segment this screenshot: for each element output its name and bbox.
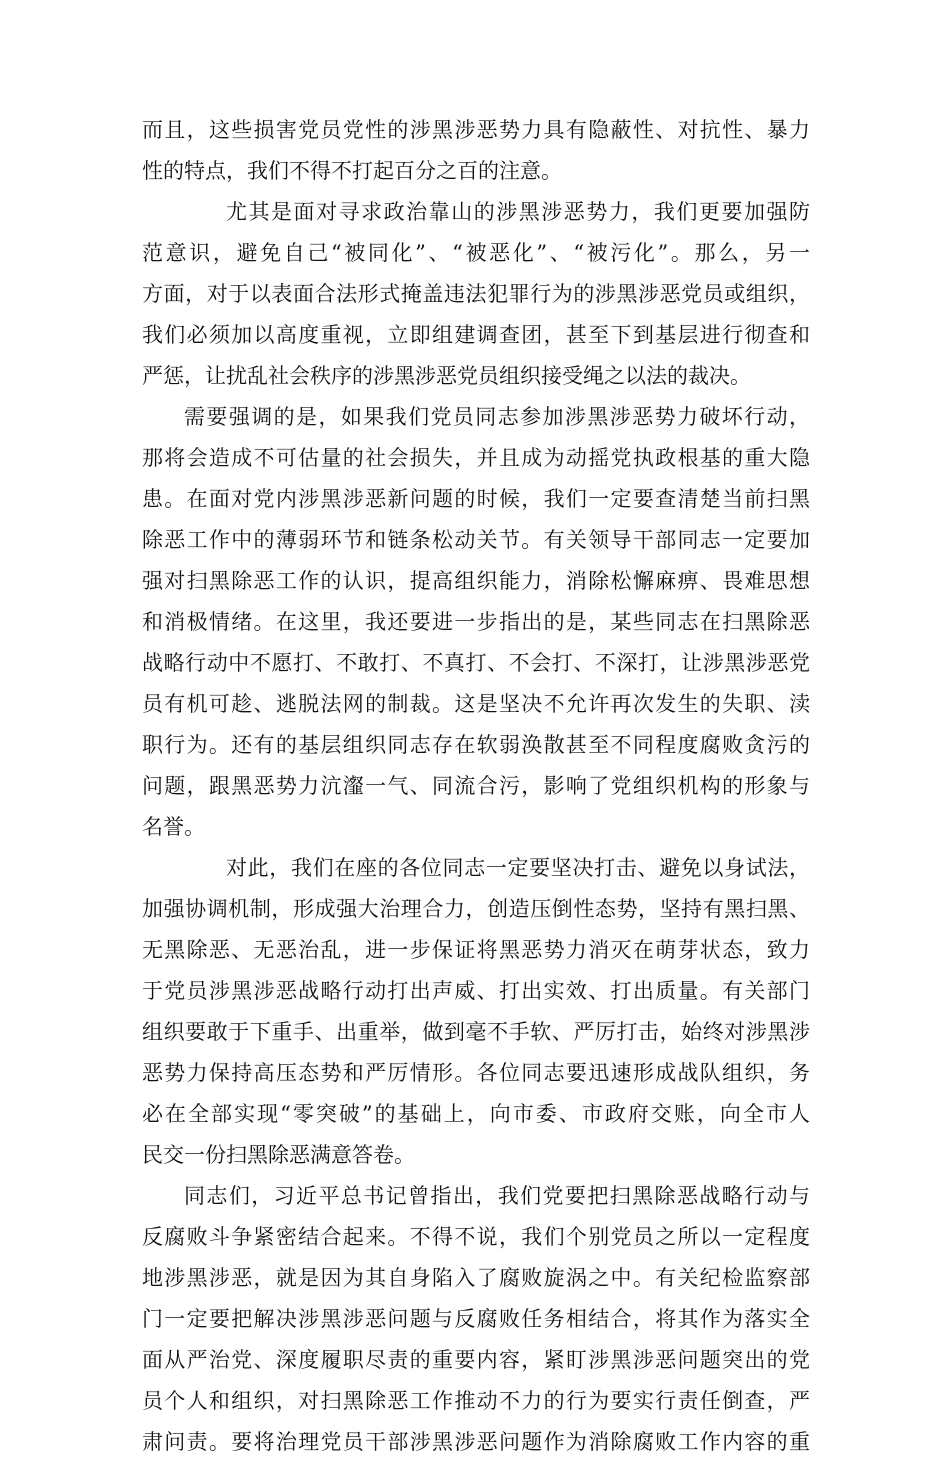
text-line: 我们必须加以高度重视，立即组建调查团，甚至下到基层进行彻查和 bbox=[142, 323, 810, 347]
text-line: 严惩，让扰乱社会秩序的涉黑涉恶党员组织接受绳之以法的裁决。 bbox=[142, 364, 751, 388]
text-line: 必在全部实现“零突破”的基础上，向市委、市政府交账，向全市人 bbox=[142, 1102, 810, 1126]
paragraph bbox=[142, 1176, 810, 1463]
text-line: 和消极情绪。在这里，我还要进一步指出的是，某些同志在扫黑除恶 bbox=[142, 610, 810, 634]
text-line: 组织要敢于下重手、出重举，做到毫不手软、严厉打击，始终对涉黑涉 bbox=[142, 1020, 810, 1044]
paragraph bbox=[142, 110, 810, 192]
text-line: 而且，这些损害党员党性的涉黑涉恶势力具有隐蔽性、对抗性、暴力 bbox=[142, 118, 810, 142]
text-line: 性的特点，我们不得不打起百分之百的注意。 bbox=[142, 159, 562, 183]
text-line: 地涉黑涉恶，就是因为其自身陷入了腐败旋涡之中。有关纪检监察部 bbox=[142, 1266, 810, 1290]
text-line: 同志们，习近平总书记曾指出，我们党要把扫黑除恶战略行动与 bbox=[184, 1184, 810, 1208]
document-body bbox=[142, 110, 810, 1463]
text-line: 肃问责。要将治理党员干部涉黑涉恶问题作为消除腐败工作内容的重 bbox=[142, 1430, 810, 1454]
text-line: 尤其是面对寻求政治靠山的涉黑涉恶势力，我们更要加强防 bbox=[226, 200, 810, 224]
text-line: 那将会造成不可估量的社会损失，并且成为动摇党执政根基的重大隐 bbox=[142, 446, 810, 470]
paragraph bbox=[142, 192, 810, 397]
text-line: 员个人和组织，对扫黑除恶工作推动不力的行为要实行责任倒查，严 bbox=[142, 1389, 810, 1413]
paragraph bbox=[142, 397, 810, 848]
text-line: 恶势力保持高压态势和严厉情形。各位同志要迅速形成战队组织，务 bbox=[142, 1061, 810, 1085]
text-line: 面从严治党、深度履职尽责的重要内容，紧盯涉黑涉恶问题突出的党 bbox=[142, 1348, 810, 1372]
text-line: 需要强调的是，如果我们党员同志参加涉黑涉恶势力破坏行动， bbox=[184, 405, 810, 429]
text-line: 员有机可趁、逃脱法网的制裁。这是坚决不允许再次发生的失职、渎 bbox=[142, 692, 810, 716]
text-line: 无黑除恶、无恶治乱，进一步保证将黑恶势力消灭在萌芽状态，致力 bbox=[142, 938, 810, 962]
text-line: 问题，跟黑恶势力沆瀣一气、同流合污，影响了党组织机构的形象与 bbox=[142, 774, 810, 798]
text-line: 对此，我们在座的各位同志一定要坚决打击、避免以身试法， bbox=[226, 856, 810, 880]
text-line: 于党员涉黑涉恶战略行动打出声威、打出实效、打出质量。有关部门 bbox=[142, 979, 810, 1003]
text-line: 反腐败斗争紧密结合起来。不得不说，我们个别党员之所以一定程度 bbox=[142, 1225, 810, 1249]
text-line: 战略行动中不愿打、不敢打、不真打、不会打、不深打，让涉黑涉恶党 bbox=[142, 651, 810, 675]
text-line: 名誉。 bbox=[142, 815, 205, 839]
text-line: 患。在面对党内涉黑涉恶新问题的时候，我们一定要查清楚当前扫黑 bbox=[142, 487, 810, 511]
text-line: 民交一份扫黑除恶满意答卷。 bbox=[142, 1143, 415, 1167]
text-line: 方面，对于以表面合法形式掩盖违法犯罪行为的涉黑涉恶党员或组织， bbox=[142, 282, 810, 306]
text-line: 除恶工作中的薄弱环节和链条松动关节。有关领导干部同志一定要加 bbox=[142, 528, 810, 552]
text-line: 门一定要把解决涉黑涉恶问题与反腐败任务相结合，将其作为落实全 bbox=[142, 1307, 810, 1331]
text-line: 强对扫黑除恶工作的认识，提高组织能力，消除松懈麻痹、畏难思想 bbox=[142, 569, 810, 593]
text-line: 职行为。还有的基层组织同志存在软弱涣散甚至不同程度腐败贪污的 bbox=[142, 733, 810, 757]
paragraph bbox=[142, 848, 810, 1176]
text-line: 加强协调机制，形成强大治理合力，创造压倒性态势，坚持有黑扫黑、 bbox=[142, 897, 810, 921]
text-line: 范意识，避免自己“被同化”、“被恶化”、“被污化”。那么，另一 bbox=[142, 241, 810, 265]
